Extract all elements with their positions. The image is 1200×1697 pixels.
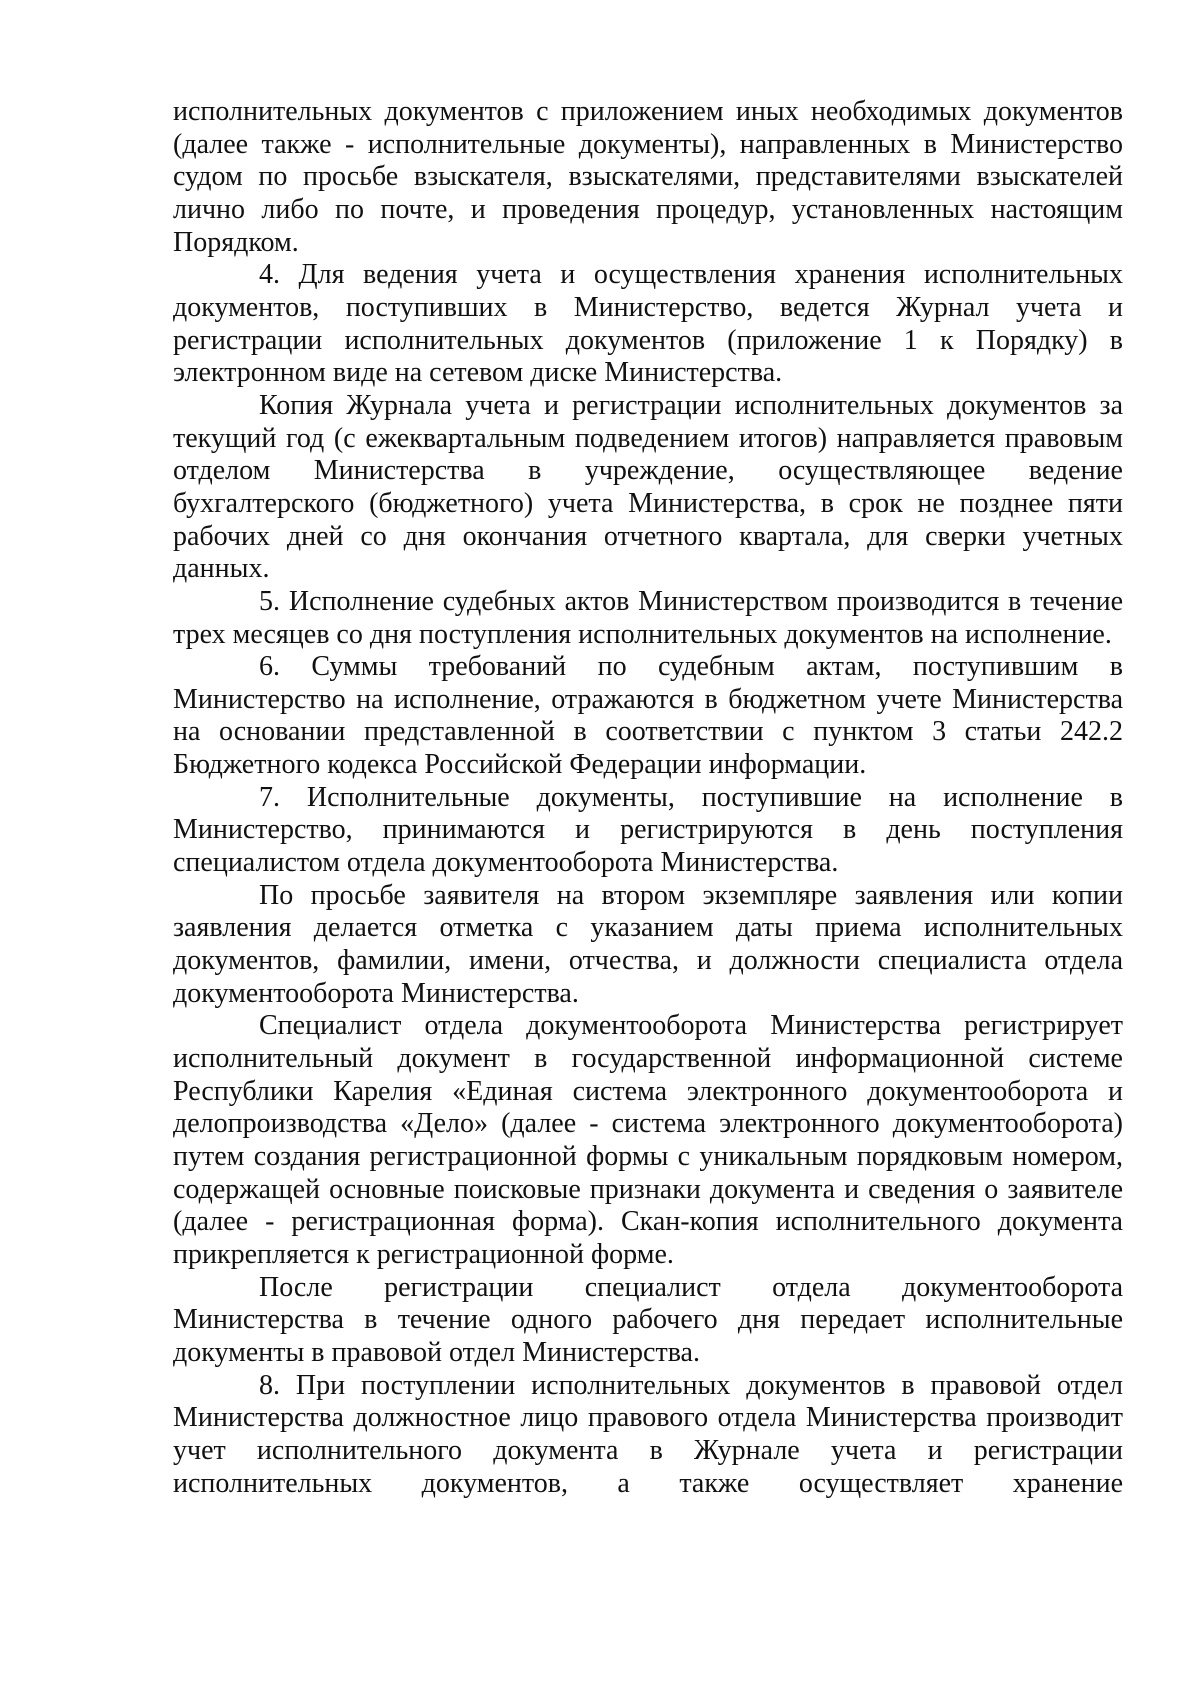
- paragraph-journal-copy: Копия Журнала учета и регистрации исполнительных документов за текущий год (с ежеквартальным подведением итогов) направляется правовым отделом Министерства в учреждение, осуществляющее ведение бухгалтерского (бюджетного) учета Министерства, в срок не позднее пяти рабочих дней со дня окончания отчетного квартала, для сверки учетных данных.: [173, 389, 1123, 585]
- paragraph-transfer: После регистрации специалист отдела документооборота Министерства в течение одного рабочего дня передает исполнительные документы в правовой отдел Министерства.: [173, 1271, 1123, 1368]
- paragraph-registration: Специалист отдела документооборота Министерства регистрирует исполнительный документ в государственной информационной системе Республики Карелия «Единая система электронного документооборота и делопроизводства «Дело» (далее - система электронного документооборота) путем создания регистрационной формы с уникальным порядковым номером, содержащей основные поисковые признаки документа и сведения о заявителе (далее - регистрационная форма). Скан-копия исполнительного документа прикрепляется к регистрационной форме.: [173, 1010, 1123, 1270]
- paragraph-item-4: 4. Для ведения учета и осуществления хранения исполнительных документов, поступивших в Министерство, ведется Журнал учета и регистрации исполнительных документов (приложение 1 к Порядку) в электронном виде на сетевом диске Министерства.: [173, 259, 1123, 389]
- paragraph-item-6: 6. Суммы требований по судебным актам, поступившим в Министерство на исполнение, отражаются в бюджетном учете Министерства на основании представленной в соответствии с пунктом 3 статьи 242.2 Бюджетного кодекса Российской Федерации информации.: [173, 651, 1123, 781]
- paragraph-item-7: 7. Исполнительные документы, поступившие на исполнение в Министерство, принимаются и регистрируются в день поступления специалистом отдела документооборота Министерства.: [173, 781, 1123, 879]
- paragraph-item-8: 8. При поступлении исполнительных документов в правовой отдел Министерства должностное лицо правового отдела Министерства производит учет исполнительного документа в Журнале учета и регистрации исполнительных документов, а также осуществляет хранение: [173, 1369, 1123, 1499]
- paragraph-continuation: исполнительных документов с приложением иных необходимых документов (далее также - исполнительные документы), направленных в Министерство судом по просьбе взыскателя, взыскателями, представителями взыскателей лично либо по почте, и проведения процедур, установленных настоящим Порядком.: [173, 96, 1123, 258]
- paragraph-item-5: 5. Исполнение судебных актов Министерством производится в течение трех месяцев со дня поступления исполнительных документов на исполнение.: [173, 585, 1123, 650]
- paragraph-applicant-request: По просьбе заявителя на втором экземпляре заявления или копии заявления делается отметка с указанием даты приема исполнительных документов, фамилии, имени, отчества, и должности специалиста отдела документооборота Министерства.: [173, 879, 1123, 1009]
- document-page: [173, 96, 1123, 1500]
